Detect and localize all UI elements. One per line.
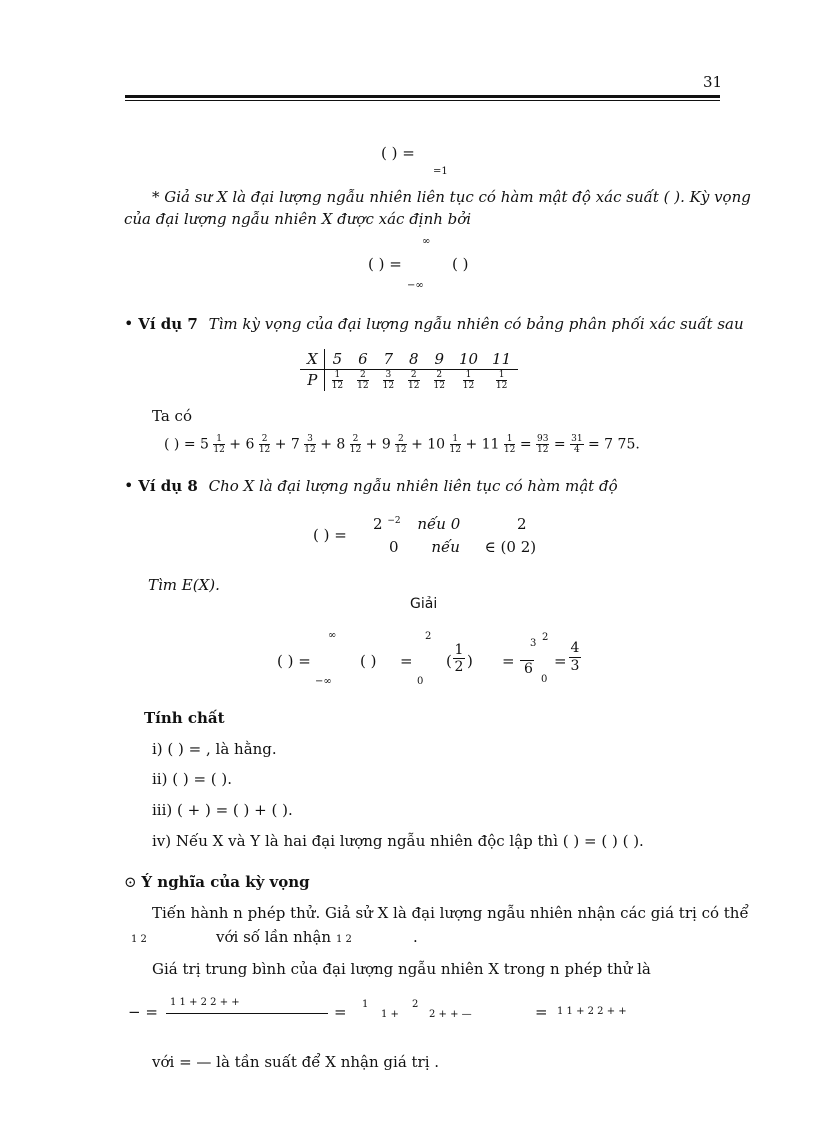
formula-c-num: 1 bbox=[362, 999, 369, 1010]
property-item: ii) ( ) = ( ). bbox=[152, 770, 233, 788]
formula-eq1: = bbox=[334, 1003, 347, 1021]
distribution-table bbox=[300, 349, 518, 391]
meaning-p1-line2-b: với số lần nhận bbox=[216, 928, 332, 946]
solution-eq: = bbox=[400, 652, 413, 670]
meaning-p1-line2-a: 1 2 bbox=[131, 934, 147, 945]
meaning-title: Ý nghĩa của kỳ vọng bbox=[141, 873, 310, 891]
density-row2: 0 nếu ∈ (0 2) bbox=[389, 538, 537, 556]
solution-mid: ( ) bbox=[360, 652, 377, 670]
ta-co-label: Ta có bbox=[152, 407, 192, 425]
integral2-upper-limit: 2 bbox=[425, 631, 432, 642]
formula-eq2: = bbox=[535, 1003, 548, 1021]
example7-calculation: ( ) = 5 $\frac{1}{12}$ + 6 $\frac{2}{12}$ + 7 $\frac{3}{12}$ + 8 $\frac{2}{12}$ + 9 $\frac{2}{12}$ + 10 $\frac{1}{12}$ + 11 $\frac{1}{12}$ = $\frac{93}{12}$ = $\frac{31}{4}$ = 7 75. bbox=[164, 434, 640, 455]
table-p-label: P bbox=[300, 369, 324, 391]
circled-dot-icon: ⊙ bbox=[124, 873, 137, 891]
formula-rhs: 1 1 + 2 2 + + bbox=[557, 1006, 627, 1017]
example8-label: Ví dụ 8 bbox=[138, 477, 198, 495]
solution-lhs: ( ) = bbox=[277, 652, 311, 670]
formula-d-tail: 2 + + — bbox=[429, 1009, 472, 1020]
bullet-icon: • bbox=[124, 476, 134, 495]
table-cell: 11 bbox=[492, 349, 512, 368]
formula-c-tail: 1 + bbox=[381, 1009, 399, 1020]
fraction3-den: 6 bbox=[524, 661, 533, 677]
fraction3-sup: 3 bbox=[530, 638, 537, 649]
table-cell: $\frac{1}{12}$ bbox=[485, 369, 518, 391]
integral-lower-limit: −∞ bbox=[315, 676, 332, 687]
density-row1: 2 $^{-2}$ nếu 0 2 bbox=[373, 515, 527, 533]
example8-task: Tìm E(X). bbox=[148, 576, 220, 594]
table-row-p bbox=[300, 369, 518, 391]
example7-text: Tìm kỳ vọng của đại lượng ngẫu nhiên có bảng phân phối xác suất sau bbox=[208, 315, 744, 333]
integral2-lower-limit: 0 bbox=[417, 676, 424, 687]
property-item: iv) Nếu X và Y là hai đại lượng ngẫu nhiên độc lập thì ( ) = ( ) ( ). bbox=[152, 832, 644, 850]
table-cell: $\frac{1}{12}$ bbox=[452, 369, 485, 391]
half-fraction: 1 2 bbox=[454, 642, 464, 675]
table-cell: 8 bbox=[409, 349, 419, 368]
meaning-p2: Giá trị trung bình của đại lượng ngẫu nhiên X trong n phép thử là bbox=[152, 960, 651, 978]
formula-numerator: 1 1 + 2 2 + + bbox=[170, 997, 240, 1008]
integral-upper-limit: ∞ bbox=[422, 236, 431, 247]
eq-continuous-rhs: ( ) bbox=[452, 255, 469, 273]
para-continuous-line2: của đại lượng ngẫu nhiên X được xác định bởi bbox=[124, 210, 472, 228]
table-row-x bbox=[300, 349, 518, 369]
formula-d-num: 2 bbox=[412, 999, 419, 1010]
example8-text: Cho X là đại lượng ngẫu nhiên liên tục có hàm mật độ bbox=[208, 477, 618, 495]
solution-title: Giải bbox=[410, 596, 438, 612]
meaning-heading bbox=[124, 873, 310, 891]
fraction3-sub: 0 bbox=[541, 674, 548, 685]
table-cell: $\frac{2}{12}$ bbox=[427, 369, 452, 391]
property-item: iii) ( + ) = ( ) + ( ). bbox=[152, 801, 293, 819]
header-rule-thin bbox=[125, 100, 720, 101]
property-item: i) ( ) = , là hằng. bbox=[152, 740, 277, 758]
formula-fraction-bar bbox=[166, 1013, 328, 1014]
table-cell: $\frac{3}{12}$ bbox=[376, 369, 401, 391]
table-cell: 9 bbox=[434, 349, 444, 368]
solution-eq2: = bbox=[502, 652, 515, 670]
table-cell: 10 bbox=[458, 349, 479, 368]
half-close-paren: ) bbox=[467, 652, 473, 670]
table-x-label: X bbox=[300, 349, 324, 369]
table-cell: $\frac{1}{12}$ bbox=[324, 369, 350, 391]
density-lhs: ( ) = bbox=[313, 526, 347, 544]
formula-lhs: − = bbox=[128, 1003, 158, 1021]
bullet-icon: • bbox=[124, 314, 134, 333]
meaning-p1-line1: Tiến hành n phép thử. Giả sử X là đại lượng ngẫu nhiên nhận các giá trị có thể bbox=[152, 904, 749, 922]
integral-lower-limit: −∞ bbox=[407, 280, 424, 291]
para-continuous-line1: * Giả sư X là đại lượng ngẫu nhiên liên tục có hàm mật độ xác suất ( ). Kỳ vọng bbox=[152, 188, 751, 206]
fraction3-sup2: 2 bbox=[542, 632, 549, 643]
example8-heading bbox=[124, 476, 618, 495]
meaning-last-line: với = — là tần suất để X nhận giá trị . bbox=[152, 1053, 440, 1071]
table-cell: $\frac{2}{12}$ bbox=[350, 369, 375, 391]
table-cell: 6 bbox=[358, 349, 368, 368]
example7-heading bbox=[124, 314, 744, 333]
table-cell: 5 bbox=[332, 349, 343, 368]
solution-eq3: = bbox=[554, 652, 567, 670]
header-rule-thick bbox=[125, 95, 720, 98]
integral-upper-limit: ∞ bbox=[328, 630, 337, 641]
properties-title: Tính chất bbox=[144, 709, 225, 727]
page-number: 31 bbox=[703, 73, 723, 91]
result-fraction: 4 3 bbox=[570, 640, 580, 674]
meaning-p1-line2-d: . bbox=[413, 928, 418, 946]
eq-discrete-lhs: ( ) = bbox=[381, 144, 415, 162]
table-cell: 7 bbox=[383, 349, 394, 368]
meaning-p1-line2-c: 1 2 bbox=[336, 934, 352, 945]
eq-discrete-sub: =1 bbox=[433, 166, 448, 177]
table-cell: $\frac{2}{12}$ bbox=[401, 369, 426, 391]
half-open-paren: ( bbox=[446, 652, 452, 670]
example7-label: Ví dụ 7 bbox=[138, 315, 198, 333]
eq-continuous-lhs: ( ) = bbox=[368, 255, 402, 273]
